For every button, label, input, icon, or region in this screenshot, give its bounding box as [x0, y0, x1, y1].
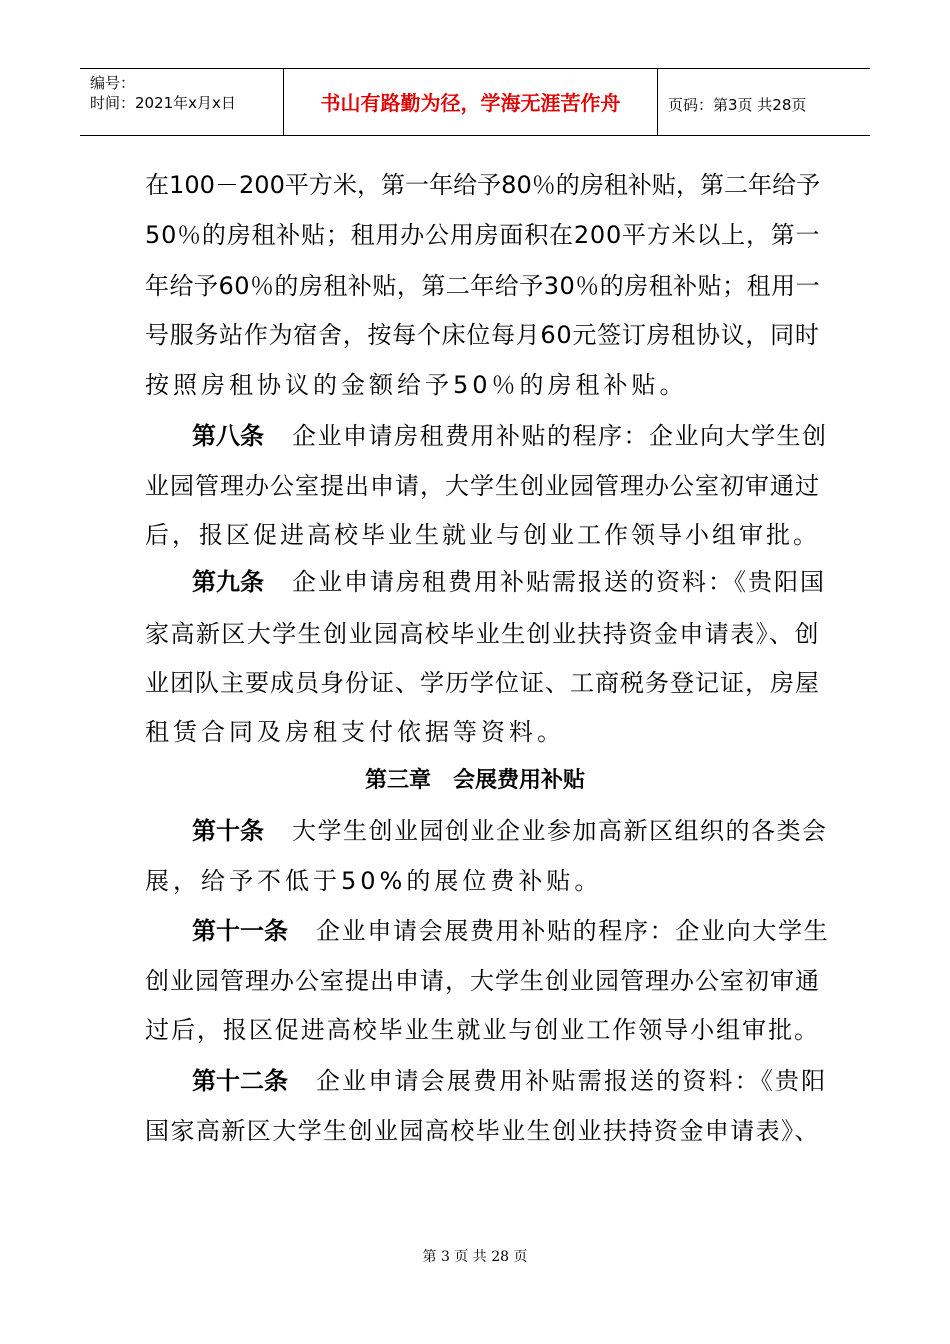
article-12-label: 第十二条 [192, 1067, 288, 1095]
article-11-label: 第十一条 [192, 917, 288, 945]
header-motto: 书山有路勤为径，学海无涯苦作舟 [320, 91, 621, 115]
body-line: 展，给予不低于50%的展位费补贴。 [145, 867, 603, 895]
article-10-first-line [192, 816, 828, 846]
article-11-first-line [192, 916, 829, 946]
article-8-label: 第八条 [192, 422, 264, 450]
time-label: 时间：2021年x月x日 [90, 94, 236, 112]
body-line: 在100－200平方米，第一年给予80％的房租补贴，第二年给予 [145, 171, 821, 199]
body-line: 创业园管理办公室提出申请，大学生创业园管理办公室初审通 [145, 967, 820, 995]
body-line: 家高新区大学生创业园高校毕业生创业扶持资金申请表》、创 [145, 620, 820, 648]
article-9-text: 企业申请房租费用补贴需报送的资料：《贵阳国 [292, 568, 826, 596]
body-line: 后，报区促进高校毕业生就业与创业工作领导小组审批。 [145, 521, 820, 549]
body-line: 业团队主要成员身份证、学历学位证、工商税务登记证，房屋 [145, 669, 820, 697]
article-10-text: 大学生创业园创业企业参加高新区组织的各类会 [292, 817, 828, 845]
article-11-text: 企业申请会展费用补贴的程序：企业向大学生 [316, 917, 830, 945]
header-page-cell [658, 69, 870, 135]
body-line: 租赁合同及房租支付依据等资料。 [145, 718, 565, 746]
article-10-label: 第十条 [192, 817, 264, 845]
article-12-text: 企业申请会展费用补贴需报送的资料：《贵阳 [316, 1067, 828, 1095]
page-header [80, 68, 870, 136]
article-9-label: 第九条 [192, 568, 264, 596]
header-meta-cell [80, 69, 284, 135]
article-8-first-line [192, 421, 828, 451]
serial-number-label: 编号： [90, 74, 136, 92]
body-line: 按照房租协议的金额给予50％的房租补贴。 [145, 371, 688, 399]
chapter-heading: 第三章 会展费用补贴 [364, 768, 585, 793]
body-line: 年给予60％的房租补贴，第二年给予30％的房租补贴；租用一 [145, 272, 821, 300]
article-9-first-line [192, 567, 826, 597]
header-motto-cell [284, 69, 658, 135]
body-line: 业园管理办公室提出申请，大学生创业园管理办公室初审通过 [145, 472, 820, 500]
article-8-text: 企业申请房租费用补贴的程序：企业向大学生创 [292, 422, 828, 450]
body-line: 过后，报区促进高校毕业生就业与创业工作领导小组审批。 [145, 1016, 820, 1044]
page-footer: 第 3 页 共 28 页 [422, 1249, 528, 1265]
body-line: 国家高新区大学生创业园高校毕业生创业扶持资金申请表》、 [145, 1117, 820, 1145]
body-line: 号服务站作为宿舍，按每个床位每月60元签订房租协议，同时 [145, 321, 820, 349]
body-line: 50％的房租补贴；租用办公用房面积在200平方米以上，第一 [145, 221, 821, 249]
header-page-info: 页码：第3页 共28页 [668, 96, 807, 114]
article-12-first-line [192, 1066, 827, 1096]
